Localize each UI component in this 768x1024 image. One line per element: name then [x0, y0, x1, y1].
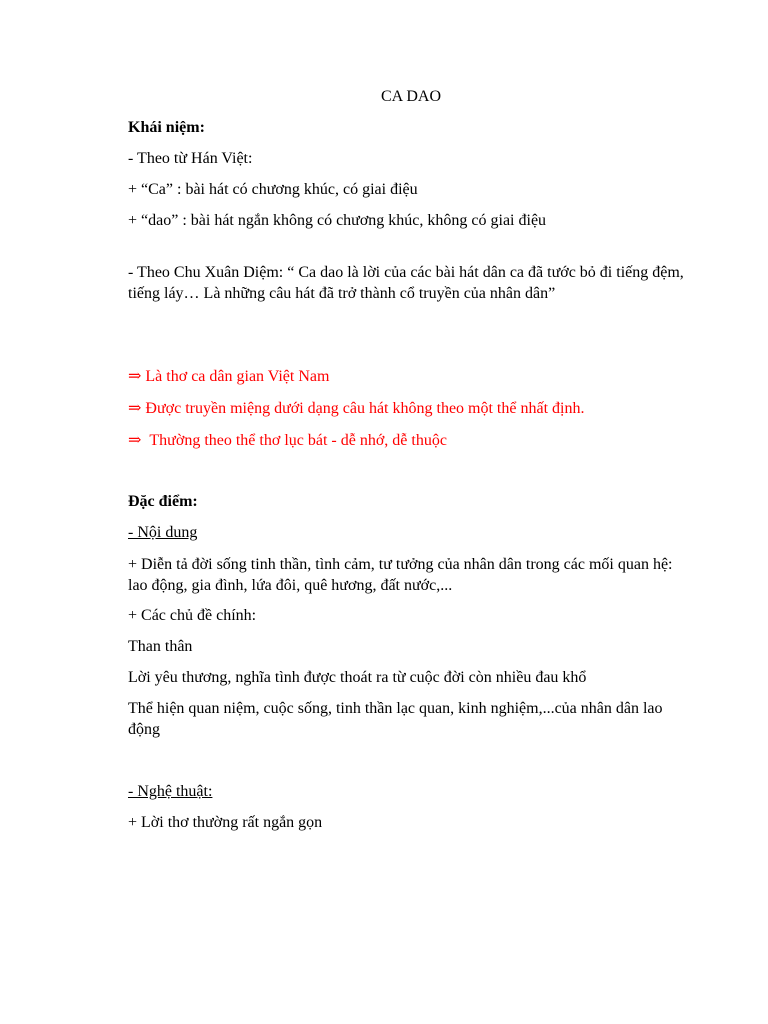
conclusion-text: Thường theo thể thơ lục bát - dễ nhớ, dễ thuộc [149, 432, 447, 449]
section-heading-khai-niem: Khái niệm: [128, 119, 205, 136]
han-viet-line: - Theo từ Hán Việt: [128, 150, 253, 167]
nghe-thuat-item: + Lời thơ thường rất ngắn gọn [128, 814, 323, 831]
ca-definition: + “Ca” : bài hát có chương khúc, có giai điệu [128, 181, 418, 198]
conclusion-item [128, 366, 688, 387]
nghe-thuat-label: - Nghệ thuật: [128, 783, 213, 800]
conclusion-item [128, 430, 688, 451]
arrow-icon: ⇒ [128, 368, 142, 385]
conclusion-text: Là thơ ca dân gian Việt Nam [145, 368, 330, 385]
chu-de-line: + Các chủ đề chính: [128, 607, 257, 624]
dien-ta-line: + Diễn tả đời sống tinh thần, tình cảm, tư tưởng của nhân dân trong các mối quan hệ: lao động, gia đình, lứa đôi, quê hương, đất nước,... [128, 556, 673, 594]
topic-item: Thể hiện quan niệm, cuộc sống, tinh thần lạc quan, kinh nghiệm,...của nhân dân lao động [128, 700, 663, 738]
arrow-icon: ⇒ [128, 400, 142, 417]
topic-item: Than thân [128, 638, 193, 655]
conclusion-item [128, 398, 688, 419]
document-title: CA DAO [380, 88, 441, 105]
arrow-icon: ⇒ [128, 432, 142, 449]
noi-dung-label: - Nội dung [128, 524, 198, 541]
conclusion-text: Được truyền miệng dưới dạng câu hát không theo một thể nhất định. [145, 400, 585, 417]
chu-xuan-diem-quote: - Theo Chu Xuân Diệm: “ Ca dao là lời của các bài hát dân ca đã tước bỏ đi tiếng đệm, tiếng láy… Là những câu hát đã trở thành cổ truyền của nhân dân” [128, 264, 684, 302]
dao-definition: + “dao” : bài hát ngắn không có chương khúc, không có giai điệu [128, 212, 547, 229]
section-heading-dac-diem: Đặc điểm: [128, 493, 198, 510]
topic-item: Lời yêu thương, nghĩa tình được thoát ra từ cuộc đời còn nhiều đau khổ [128, 669, 587, 686]
